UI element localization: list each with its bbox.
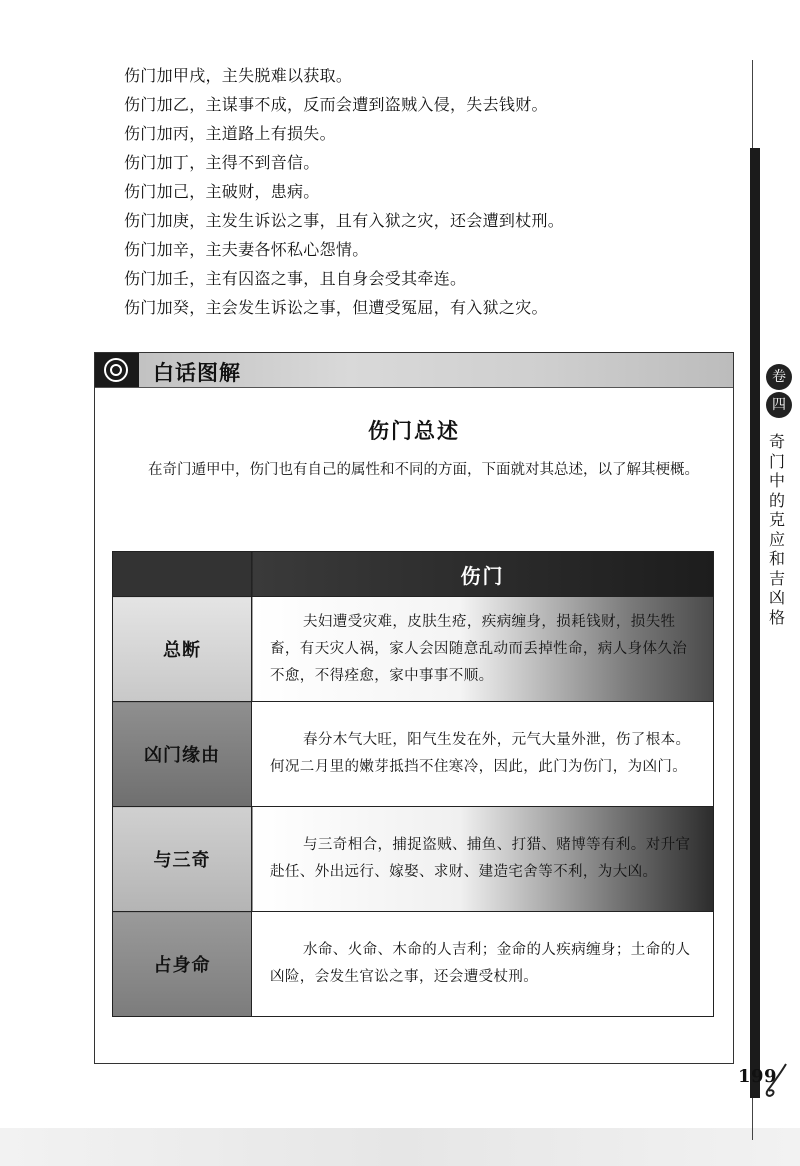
row-label: 凶门缘由 xyxy=(113,702,252,807)
row-text: 春分木气大旺，阳气生发在外，元气大量外泄，伤了根本。何况二月里的嫩芽抵挡不住寒冷，因此，此门为伤门，为凶门。 xyxy=(270,732,691,775)
table-corner-cell xyxy=(113,552,252,597)
list-item: 伤门加丁，主得不到音信。 xyxy=(124,153,320,172)
row-text-cell xyxy=(252,597,714,702)
table-row xyxy=(113,702,714,807)
row-label: 总断 xyxy=(113,597,252,702)
list-item: 伤门加庚，主发生诉讼之事，且有入狱之灾，还会遭到杖刑。 xyxy=(124,211,565,230)
row-text-cell xyxy=(252,912,714,1017)
row-text: 与三奇相合，捕捉盗贼、捕鱼、打猎、赌博等有利。对升官赴任、外出远行、嫁娶、求财、建造宅舍等不利，为大凶。 xyxy=(270,837,691,880)
opening-combination-list xyxy=(124,61,744,322)
volume-number-badge: 四 xyxy=(766,392,792,418)
row-text: 夫妇遭受灾难，皮肤生疮，疾病缠身，损耗钱财，损失牲畜，有天灾人祸，家人会因随意乱动而丢掉性命，病人身体久治不愈，不得痊愈，家中事事不顺。 xyxy=(270,613,688,684)
column-header: 伤门 xyxy=(252,552,714,597)
page-number: 199 xyxy=(738,1066,778,1087)
table-header-row xyxy=(113,552,714,597)
row-text-cell xyxy=(252,807,714,912)
table-row xyxy=(113,807,714,912)
list-item: 伤门加辛，主夫妻各怀私心怨情。 xyxy=(124,240,369,259)
table-row xyxy=(113,597,714,702)
section-header-bar xyxy=(95,353,733,388)
list-item: 伤门加乙，主谋事不成，反而会遭到盗贼入侵，失去钱财。 xyxy=(124,95,548,114)
row-label: 与三奇 xyxy=(113,807,252,912)
list-item: 伤门加癸，主会发生诉讼之事，但遭受冤屈，有入狱之灾。 xyxy=(124,298,548,317)
summary-table xyxy=(112,551,714,1017)
table-row xyxy=(113,912,714,1017)
list-item: 伤门加丙，主道路上有损失。 xyxy=(124,124,336,143)
section-header-title: 白话图解 xyxy=(153,361,241,385)
section-intro: 在奇门遁甲中，伤门也有自己的属性和不同的方面，下面就对其总述，以了解其梗概。 xyxy=(148,462,699,478)
volume-badge: 卷 xyxy=(766,364,792,390)
chapter-side-tab xyxy=(762,364,800,627)
row-label: 占身命 xyxy=(113,912,252,1017)
list-item: 伤门加壬，主有囚盗之事，且自身会受其牵连。 xyxy=(124,269,467,288)
chapter-title: 奇门中的克应和吉凶格 xyxy=(769,432,786,627)
spiral-logo-icon xyxy=(95,353,139,387)
row-text: 水命、火命、木命的人吉利；金命的人疾病缠身；土命的人凶险，会发生官讼之事，还会遭受杖刑。 xyxy=(270,942,691,985)
illustrated-section-box xyxy=(94,352,734,1064)
row-text-cell xyxy=(252,702,714,807)
page-swirl-icon xyxy=(760,1060,790,1100)
scan-bottom-shade xyxy=(0,1128,800,1166)
list-item: 伤门加甲戌，主失脱难以获取。 xyxy=(124,66,353,85)
section-title: 伤门总述 xyxy=(368,419,460,443)
page-spine-bar xyxy=(750,148,760,1098)
list-item: 伤门加己，主破财，患病。 xyxy=(124,182,320,201)
